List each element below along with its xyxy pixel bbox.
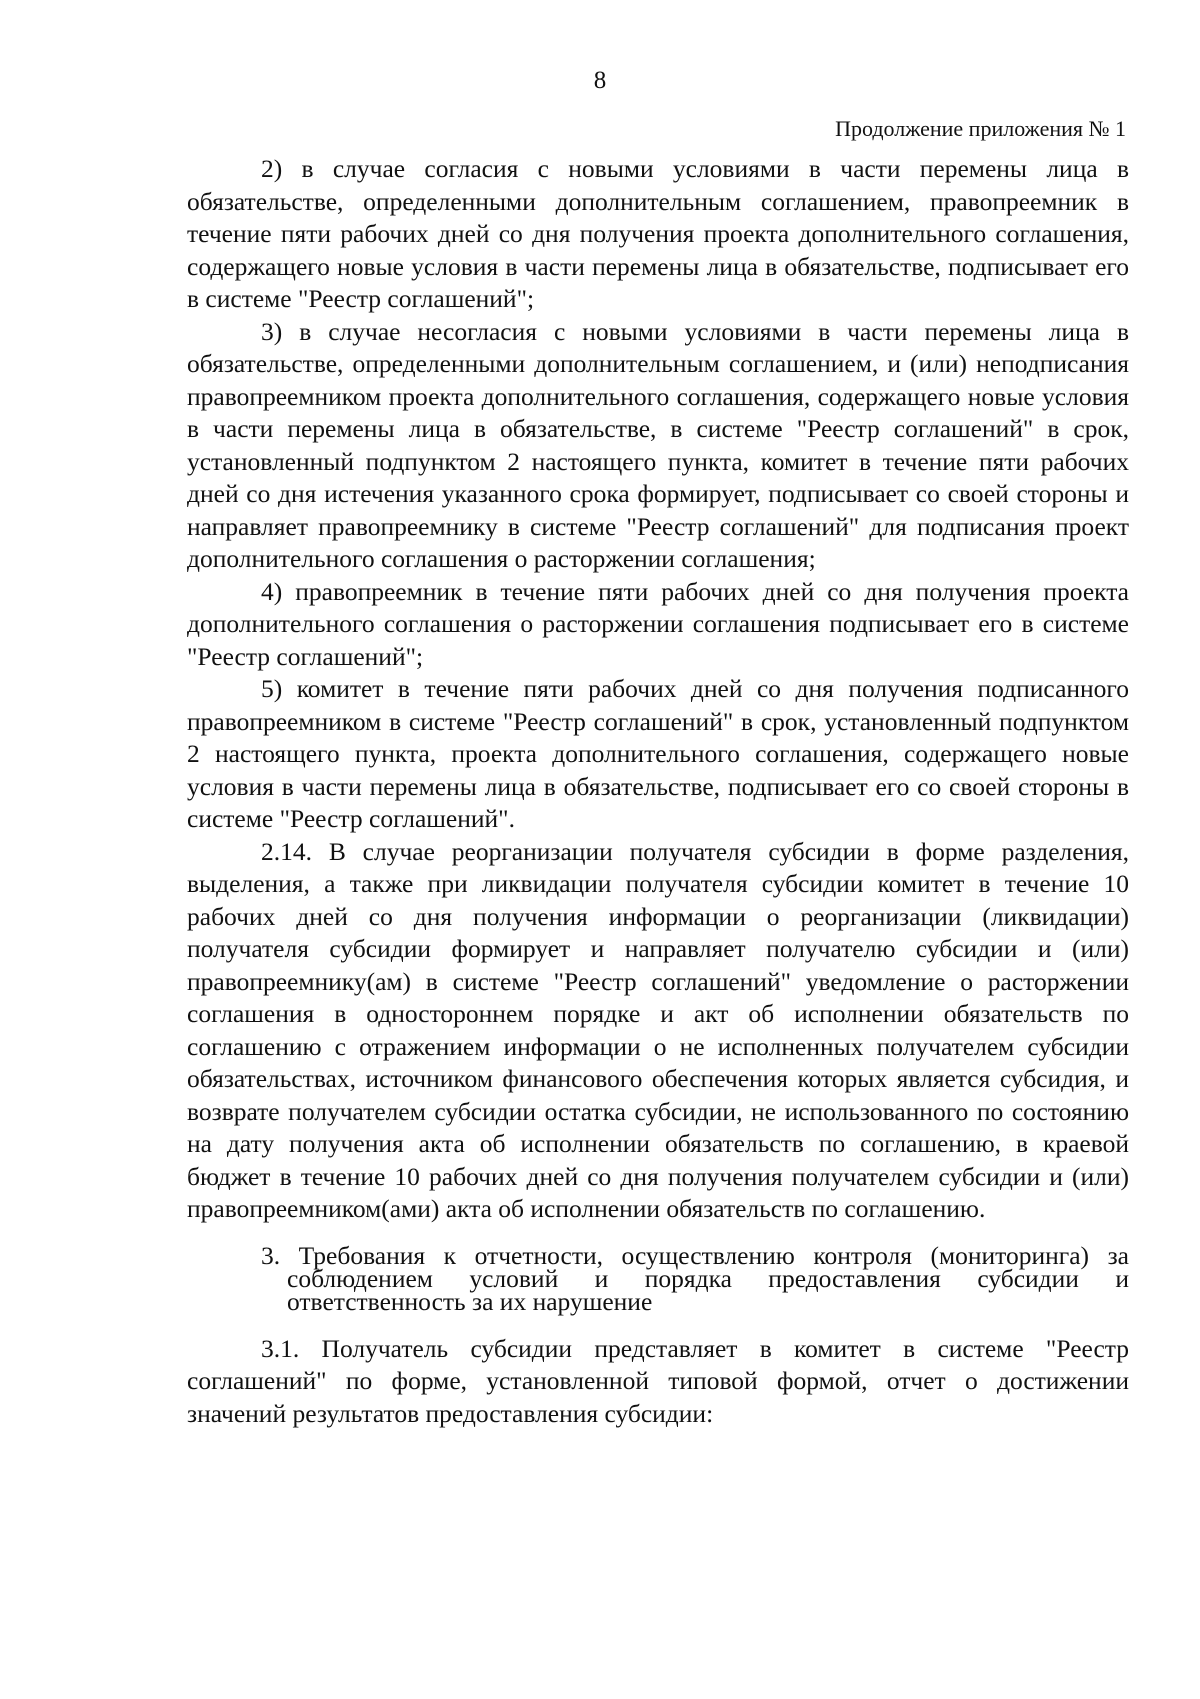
paragraph-subitem-3: 3) в случае несогласия с новыми условиями в части перемены лица в обязательстве, определенными дополнительным соглашением, и (или) неподписания правопреемником проекта дополнительного соглашения, содержащего новые условия в части перемены лица в обязательстве, в системе "Реестр соглашений" в срок, установленный подпунктом 2 настоящего пункта, комитет в течение пяти рабочих дней со дня истечения указанного срока формирует, подписывает со своей стороны и направляет правопреемнику в системе "Реестр соглашений" для подписания проект дополнительного соглашения о расторжении соглашения; xyxy=(187,316,1129,573)
paragraph-2-14: 2.14. В случае реорганизации получателя субсидии в форме разделения, выделения, а также при ликвидации получателя субсидии комитет в течение 10 рабочих дней со дня получения информации о реорганизации (ликвидации) получателя субсидии формирует и направляет получателю субсидии и (или) правопреемнику(ам) в системе "Реестр соглашений" уведомление о расторжении соглашения в одностороннем порядке и акт об исполнении обязательств по соглашению с отражением информации о не исполненных получателем субсидии обязательствах, источником финансового обеспечения которых является субсидия, и возврате получателем субсидии остатка субсидии, не использованного по состоянию на дату получения акта об исполнении обязательств по соглашению, в краевой бюджет в течение 10 рабочих дней со дня получения получателем субсидии и (или) правопреемником(ами) акта об исполнении обязательств по соглашению. xyxy=(187,836,1129,1223)
appendix-continuation-label: Продолжение приложения № 1 xyxy=(835,116,1126,141)
page-number: 8 xyxy=(593,67,607,94)
document-body xyxy=(187,153,1129,1430)
section-3-heading: 3. Требования к отчетности, осуществлению контроля (мониторинга) за соблюдением условий и порядка предоставления субсидии и ответственность за их нарушение xyxy=(261,1240,1129,1316)
paragraph-3-1: 3.1. Получатель субсидии представляет в комитет в системе "Реестр соглашений" по форме, установленной типовой формой, отчет о достижении значений результатов предоставления субсидии: xyxy=(187,1333,1129,1428)
paragraph-subitem-2: 2) в случае согласия с новыми условиями в части перемены лица в обязательстве, определенными дополнительным соглашением, правопреемник в течение пяти рабочих дней со дня получения проекта дополнительного соглашения, содержащего новые условия в части перемены лица в обязательстве, подписывает его в системе "Реестр соглашений"; xyxy=(187,154,1129,313)
paragraph-subitem-5: 5) комитет в течение пяти рабочих дней со дня получения подписанного правопреемником в системе "Реестр соглашений" в срок, установленный подпунктом 2 настоящего пункта, проекта дополнительного соглашения, содержащего новые условия в части перемены лица в обязательстве, подписывает его со своей стороны в системе "Реестр соглашений". xyxy=(187,674,1129,833)
paragraph-subitem-4: 4) правопреемник в течение пяти рабочих дней со дня получения проекта дополнительного соглашения о расторжении соглашения подписывает его в системе "Реестр соглашений"; xyxy=(187,576,1129,671)
